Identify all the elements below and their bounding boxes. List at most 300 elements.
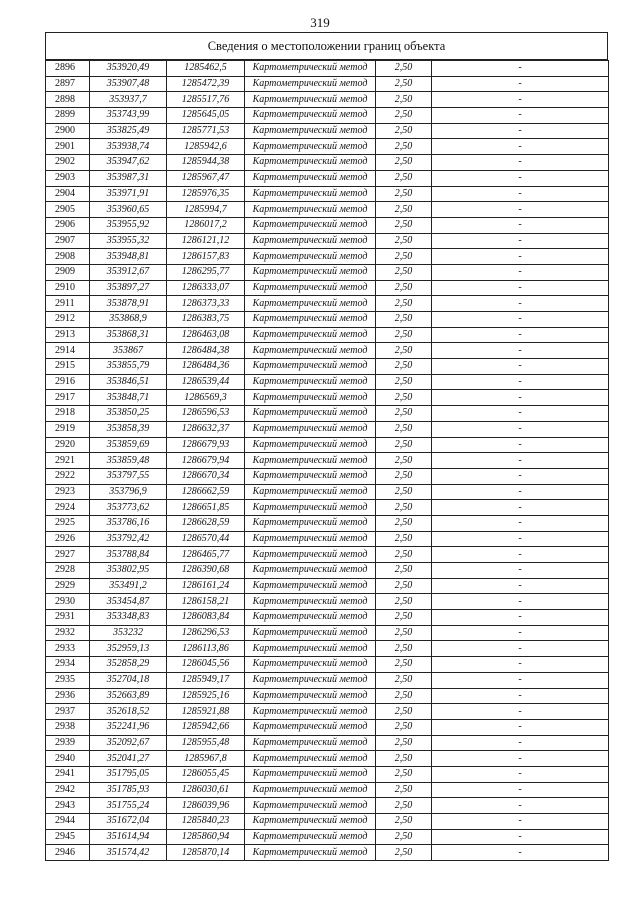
x-coordinate-cell: 353825,49 [90,123,167,139]
y-coordinate-cell: 1286030,61 [167,782,245,798]
point-number-cell: 2909 [46,264,90,280]
table-row [46,484,609,500]
accuracy-cell: 2,50 [376,641,432,657]
method-cell: Картометрический метод [245,547,376,563]
x-coordinate-cell: 353971,91 [90,186,167,202]
y-coordinate-cell: 1286632,37 [167,421,245,437]
accuracy-cell: 2,50 [376,123,432,139]
accuracy-cell: 2,50 [376,468,432,484]
accuracy-cell: 2,50 [376,625,432,641]
accuracy-cell: 2,50 [376,437,432,453]
accuracy-cell: 2,50 [376,782,432,798]
description-cell: - [432,233,609,249]
y-coordinate-cell: 1285462,5 [167,61,245,77]
accuracy-cell: 2,50 [376,233,432,249]
point-number-cell: 2911 [46,296,90,312]
description-cell: - [432,280,609,296]
description-cell: - [432,751,609,767]
method-cell: Картометрический метод [245,594,376,610]
description-cell: - [432,766,609,782]
x-coordinate-cell: 353786,16 [90,515,167,531]
y-coordinate-cell: 1285949,17 [167,672,245,688]
y-coordinate-cell: 1285967,8 [167,751,245,767]
method-cell: Картометрический метод [245,233,376,249]
method-cell: Картометрический метод [245,766,376,782]
y-coordinate-cell: 1286017,2 [167,217,245,233]
table-row [46,625,609,641]
x-coordinate-cell: 353796,9 [90,484,167,500]
table-row [46,92,609,108]
y-coordinate-cell: 1285994,7 [167,202,245,218]
x-coordinate-cell: 351672,04 [90,814,167,830]
y-coordinate-cell: 1285517,76 [167,92,245,108]
description-cell: - [432,390,609,406]
description-cell: - [432,484,609,500]
point-number-cell: 2903 [46,170,90,186]
description-cell: - [432,735,609,751]
method-cell: Картометрический метод [245,672,376,688]
accuracy-cell: 2,50 [376,390,432,406]
table-row [46,249,609,265]
x-coordinate-cell: 353491,2 [90,578,167,594]
method-cell: Картометрический метод [245,578,376,594]
accuracy-cell: 2,50 [376,296,432,312]
description-cell: - [432,468,609,484]
point-number-cell: 2946 [46,845,90,861]
table-row [46,578,609,594]
table-row [46,547,609,563]
table-row [46,359,609,375]
x-coordinate-cell: 352704,18 [90,672,167,688]
accuracy-cell: 2,50 [376,76,432,92]
accuracy-cell: 2,50 [376,92,432,108]
description-cell: - [432,500,609,516]
method-cell: Картометрический метод [245,374,376,390]
x-coordinate-cell: 352241,96 [90,719,167,735]
method-cell: Картометрический метод [245,390,376,406]
accuracy-cell: 2,50 [376,735,432,751]
y-coordinate-cell: 1286161,24 [167,578,245,594]
description-cell: - [432,829,609,845]
x-coordinate-cell: 353960,65 [90,202,167,218]
method-cell: Картометрический метод [245,139,376,155]
point-number-cell: 2928 [46,563,90,579]
method-cell: Картометрический метод [245,359,376,375]
y-coordinate-cell: 1286055,45 [167,766,245,782]
method-cell: Картометрический метод [245,610,376,626]
point-number-cell: 2920 [46,437,90,453]
y-coordinate-cell: 1286333,07 [167,280,245,296]
y-coordinate-cell: 1286679,93 [167,437,245,453]
accuracy-cell: 2,50 [376,829,432,845]
y-coordinate-cell: 1286465,77 [167,547,245,563]
point-number-cell: 2918 [46,406,90,422]
table-row [46,233,609,249]
x-coordinate-cell: 353859,69 [90,437,167,453]
table-row [46,155,609,171]
table-row [46,468,609,484]
table-body [46,61,609,861]
description-cell: - [432,359,609,375]
point-number-cell: 2943 [46,798,90,814]
method-cell: Картометрический метод [245,563,376,579]
y-coordinate-cell: 1286039,96 [167,798,245,814]
description-cell: - [432,814,609,830]
point-number-cell: 2925 [46,515,90,531]
x-coordinate-cell: 352092,67 [90,735,167,751]
y-coordinate-cell: 1286484,36 [167,359,245,375]
method-cell: Картометрический метод [245,280,376,296]
method-cell: Картометрический метод [245,186,376,202]
table-row [46,719,609,735]
x-coordinate-cell: 351755,24 [90,798,167,814]
point-number-cell: 2914 [46,343,90,359]
description-cell: - [432,249,609,265]
x-coordinate-cell: 353948,81 [90,249,167,265]
method-cell: Картометрический метод [245,437,376,453]
y-coordinate-cell: 1286679,94 [167,453,245,469]
accuracy-cell: 2,50 [376,751,432,767]
description-cell: - [432,76,609,92]
page-number: 319 [310,15,330,30]
method-cell: Картометрический метод [245,829,376,845]
table-row [46,782,609,798]
accuracy-cell: 2,50 [376,327,432,343]
accuracy-cell: 2,50 [376,312,432,328]
point-number-cell: 2915 [46,359,90,375]
point-number-cell: 2907 [46,233,90,249]
description-cell: - [432,657,609,673]
x-coordinate-cell: 353850,25 [90,406,167,422]
table-row [46,735,609,751]
table-row [46,406,609,422]
method-cell: Картометрический метод [245,735,376,751]
description-cell: - [432,782,609,798]
table-row [46,594,609,610]
point-number-cell: 2935 [46,672,90,688]
x-coordinate-cell: 353938,74 [90,139,167,155]
y-coordinate-cell: 1286383,75 [167,312,245,328]
x-coordinate-cell: 353855,79 [90,359,167,375]
table-row [46,264,609,280]
x-coordinate-cell: 353987,31 [90,170,167,186]
y-coordinate-cell: 1286484,38 [167,343,245,359]
table-row [46,688,609,704]
x-coordinate-cell: 353773,62 [90,500,167,516]
y-coordinate-cell: 1285921,88 [167,704,245,720]
method-cell: Картометрический метод [245,531,376,547]
point-number-cell: 2936 [46,688,90,704]
table-row [46,421,609,437]
accuracy-cell: 2,50 [376,688,432,704]
accuracy-cell: 2,50 [376,500,432,516]
accuracy-cell: 2,50 [376,170,432,186]
x-coordinate-cell: 353955,92 [90,217,167,233]
method-cell: Картометрический метод [245,76,376,92]
y-coordinate-cell: 1286596,53 [167,406,245,422]
x-coordinate-cell: 351795,05 [90,766,167,782]
table-row [46,374,609,390]
point-number-cell: 2896 [46,61,90,77]
description-cell: - [432,217,609,233]
description-cell: - [432,421,609,437]
method-cell: Картометрический метод [245,202,376,218]
table-row [46,500,609,516]
table-row [46,343,609,359]
point-number-cell: 2904 [46,186,90,202]
y-coordinate-cell: 1286157,83 [167,249,245,265]
y-coordinate-cell: 1285925,16 [167,688,245,704]
point-number-cell: 2942 [46,782,90,798]
x-coordinate-cell: 353937,7 [90,92,167,108]
x-coordinate-cell: 353912,67 [90,264,167,280]
table-row [46,453,609,469]
x-coordinate-cell: 353859,48 [90,453,167,469]
point-number-cell: 2921 [46,453,90,469]
table-row [46,563,609,579]
x-coordinate-cell: 351785,93 [90,782,167,798]
description-cell: - [432,641,609,657]
method-cell: Картометрический метод [245,249,376,265]
description-cell: - [432,688,609,704]
y-coordinate-cell: 1286158,21 [167,594,245,610]
accuracy-cell: 2,50 [376,139,432,155]
table-row [46,108,609,124]
description-cell: - [432,531,609,547]
accuracy-cell: 2,50 [376,484,432,500]
y-coordinate-cell: 1286628,59 [167,515,245,531]
method-cell: Картометрический метод [245,108,376,124]
accuracy-cell: 2,50 [376,578,432,594]
table-row [46,704,609,720]
method-cell: Картометрический метод [245,845,376,861]
point-number-cell: 2931 [46,610,90,626]
description-cell: - [432,186,609,202]
x-coordinate-cell: 353232 [90,625,167,641]
method-cell: Картометрический метод [245,217,376,233]
table-row [46,531,609,547]
y-coordinate-cell: 1285840,23 [167,814,245,830]
table-row [46,280,609,296]
point-number-cell: 2919 [46,421,90,437]
table-row [46,515,609,531]
point-number-cell: 2906 [46,217,90,233]
table-header: Сведения о местоположении границ объекта [45,32,608,60]
description-cell: - [432,610,609,626]
method-cell: Картометрический метод [245,123,376,139]
point-number-cell: 2922 [46,468,90,484]
y-coordinate-cell: 1286390,68 [167,563,245,579]
description-cell: - [432,515,609,531]
point-number-cell: 2916 [46,374,90,390]
accuracy-cell: 2,50 [376,421,432,437]
accuracy-cell: 2,50 [376,264,432,280]
description-cell: - [432,61,609,77]
point-number-cell: 2900 [46,123,90,139]
x-coordinate-cell: 353348,83 [90,610,167,626]
method-cell: Картометрический метод [245,484,376,500]
y-coordinate-cell: 1285870,14 [167,845,245,861]
table-row [46,139,609,155]
x-coordinate-cell: 353878,91 [90,296,167,312]
y-coordinate-cell: 1286569,3 [167,390,245,406]
description-cell: - [432,123,609,139]
method-cell: Картометрический метод [245,170,376,186]
y-coordinate-cell: 1286662,59 [167,484,245,500]
point-number-cell: 2930 [46,594,90,610]
y-coordinate-cell: 1286045,56 [167,657,245,673]
point-number-cell: 2932 [46,625,90,641]
point-number-cell: 2898 [46,92,90,108]
table-row [46,672,609,688]
x-coordinate-cell: 353907,48 [90,76,167,92]
method-cell: Картометрический метод [245,719,376,735]
table-row [46,61,609,77]
accuracy-cell: 2,50 [376,845,432,861]
x-coordinate-cell: 352959,13 [90,641,167,657]
y-coordinate-cell: 1285472,39 [167,76,245,92]
accuracy-cell: 2,50 [376,719,432,735]
method-cell: Картометрический метод [245,343,376,359]
point-number-cell: 2923 [46,484,90,500]
method-cell: Картометрический метод [245,327,376,343]
y-coordinate-cell: 1285771,53 [167,123,245,139]
point-number-cell: 2926 [46,531,90,547]
description-cell: - [432,672,609,688]
y-coordinate-cell: 1285955,48 [167,735,245,751]
point-number-cell: 2937 [46,704,90,720]
x-coordinate-cell: 353897,27 [90,280,167,296]
table-row [46,641,609,657]
x-coordinate-cell: 353955,32 [90,233,167,249]
point-number-cell: 2897 [46,76,90,92]
y-coordinate-cell: 1285944,38 [167,155,245,171]
table-row [46,766,609,782]
description-cell: - [432,453,609,469]
y-coordinate-cell: 1286670,34 [167,468,245,484]
accuracy-cell: 2,50 [376,108,432,124]
accuracy-cell: 2,50 [376,798,432,814]
point-number-cell: 2939 [46,735,90,751]
x-coordinate-cell: 352663,89 [90,688,167,704]
x-coordinate-cell: 353947,62 [90,155,167,171]
accuracy-cell: 2,50 [376,186,432,202]
description-cell: - [432,845,609,861]
method-cell: Картометрический метод [245,92,376,108]
accuracy-cell: 2,50 [376,531,432,547]
method-cell: Картометрический метод [245,264,376,280]
y-coordinate-cell: 1285860,94 [167,829,245,845]
accuracy-cell: 2,50 [376,766,432,782]
x-coordinate-cell: 353846,51 [90,374,167,390]
method-cell: Картометрический метод [245,625,376,641]
boundary-sheet [45,32,608,861]
method-cell: Картометрический метод [245,814,376,830]
table-row [46,845,609,861]
y-coordinate-cell: 1285942,66 [167,719,245,735]
accuracy-cell: 2,50 [376,453,432,469]
description-cell: - [432,406,609,422]
method-cell: Картометрический метод [245,468,376,484]
description-cell: - [432,327,609,343]
description-cell: - [432,92,609,108]
point-number-cell: 2910 [46,280,90,296]
x-coordinate-cell: 351574,42 [90,845,167,861]
y-coordinate-cell: 1286463,08 [167,327,245,343]
y-coordinate-cell: 1286296,53 [167,625,245,641]
method-cell: Картометрический метод [245,421,376,437]
x-coordinate-cell: 351614,94 [90,829,167,845]
description-cell: - [432,547,609,563]
description-cell: - [432,202,609,218]
point-number-cell: 2929 [46,578,90,594]
description-cell: - [432,296,609,312]
point-number-cell: 2901 [46,139,90,155]
point-number-cell: 2899 [46,108,90,124]
point-number-cell: 2927 [46,547,90,563]
accuracy-cell: 2,50 [376,657,432,673]
accuracy-cell: 2,50 [376,547,432,563]
y-coordinate-cell: 1286121,12 [167,233,245,249]
accuracy-cell: 2,50 [376,155,432,171]
accuracy-cell: 2,50 [376,515,432,531]
point-number-cell: 2902 [46,155,90,171]
y-coordinate-cell: 1286651,85 [167,500,245,516]
y-coordinate-cell: 1286113,86 [167,641,245,657]
y-coordinate-cell: 1286373,33 [167,296,245,312]
method-cell: Картометрический метод [245,296,376,312]
table-row [46,751,609,767]
x-coordinate-cell: 353743,99 [90,108,167,124]
method-cell: Картометрический метод [245,704,376,720]
accuracy-cell: 2,50 [376,359,432,375]
y-coordinate-cell: 1286083,84 [167,610,245,626]
table-row [46,186,609,202]
x-coordinate-cell: 353788,84 [90,547,167,563]
description-cell: - [432,594,609,610]
table-row [46,312,609,328]
method-cell: Картометрический метод [245,641,376,657]
y-coordinate-cell: 1285645,05 [167,108,245,124]
description-cell: - [432,139,609,155]
table-row [46,829,609,845]
method-cell: Картометрический метод [245,155,376,171]
point-number-cell: 2912 [46,312,90,328]
accuracy-cell: 2,50 [376,610,432,626]
accuracy-cell: 2,50 [376,61,432,77]
x-coordinate-cell: 353868,9 [90,312,167,328]
method-cell: Картометрический метод [245,453,376,469]
description-cell: - [432,798,609,814]
accuracy-cell: 2,50 [376,704,432,720]
description-cell: - [432,437,609,453]
accuracy-cell: 2,50 [376,217,432,233]
x-coordinate-cell: 353868,31 [90,327,167,343]
x-coordinate-cell: 353858,39 [90,421,167,437]
point-number-cell: 2924 [46,500,90,516]
point-number-cell: 2941 [46,766,90,782]
description-cell: - [432,312,609,328]
point-number-cell: 2905 [46,202,90,218]
x-coordinate-cell: 353797,55 [90,468,167,484]
description-cell: - [432,170,609,186]
table-row [46,76,609,92]
table-row [46,390,609,406]
description-cell: - [432,563,609,579]
point-number-cell: 2933 [46,641,90,657]
description-cell: - [432,155,609,171]
table-row [46,798,609,814]
